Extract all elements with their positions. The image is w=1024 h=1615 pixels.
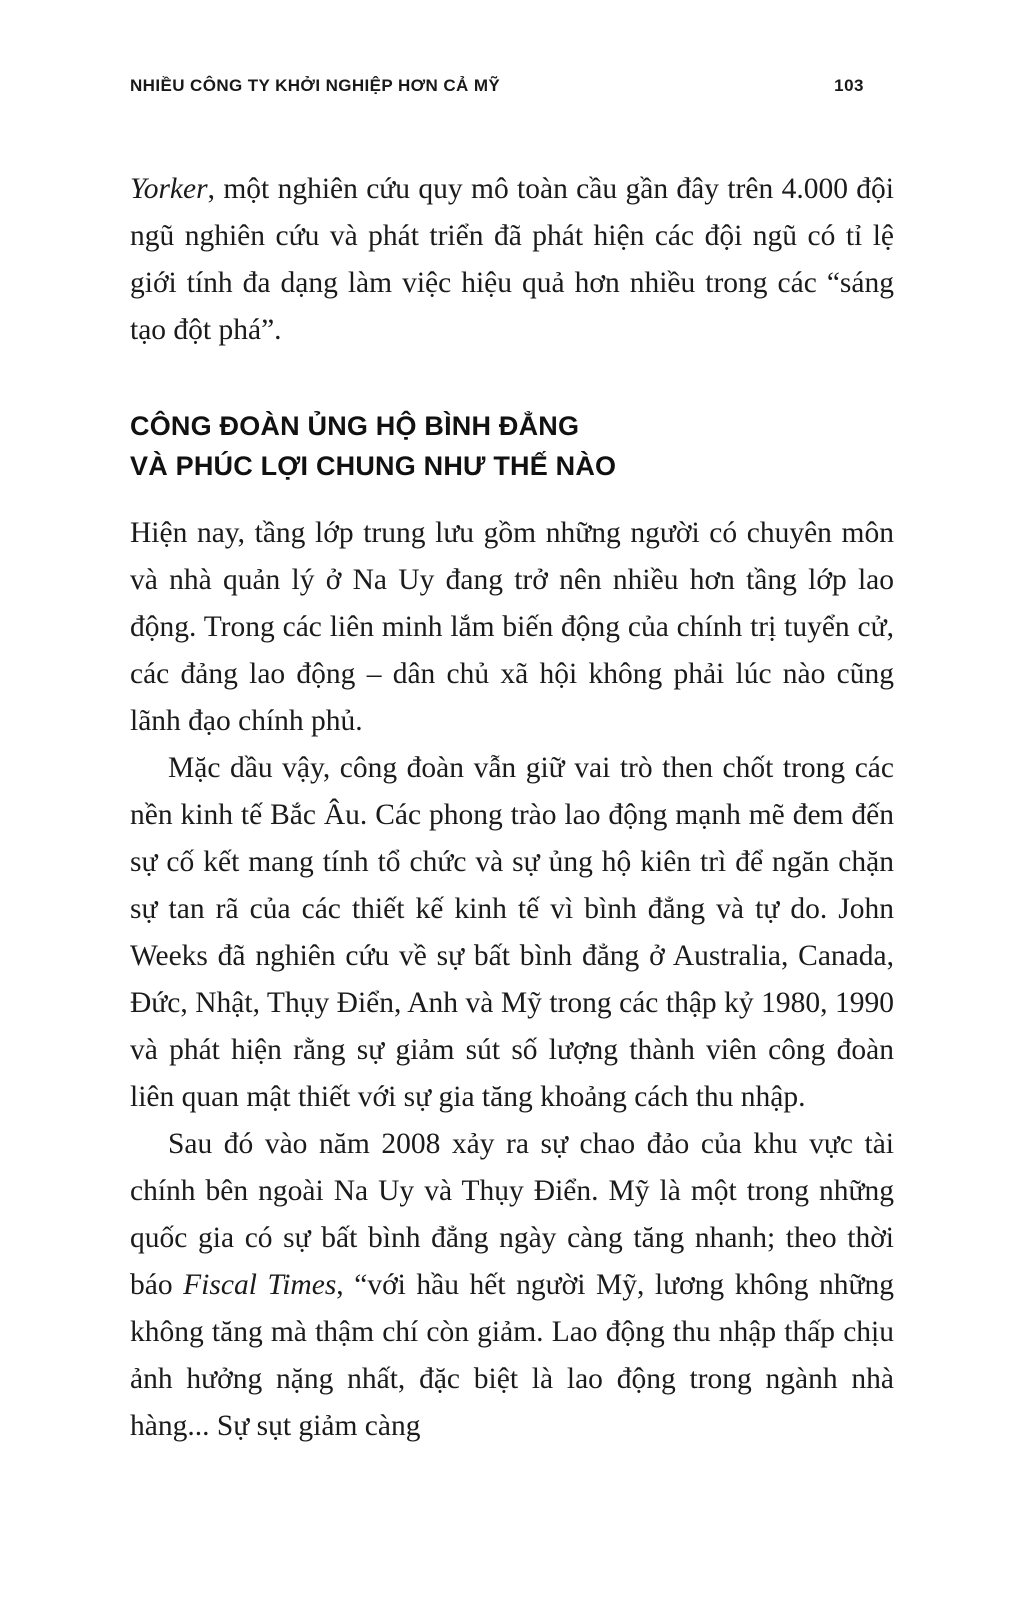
paragraph (130, 1121, 894, 1450)
paragraph (130, 510, 894, 745)
page-number: 103 (834, 76, 864, 95)
text-run: , một nghiên cứu quy mô toàn cầu gần đây trên 4.000 đội ngũ nghiên cứu và phát triển đã phát hiện các đội ngũ có tỉ lệ giới tính đa dạng làm việc hiệu quả hơn nhiều trong các “sáng tạo đột phá”. (130, 173, 894, 346)
paragraph (130, 745, 894, 1121)
paragraph (130, 166, 894, 354)
running-title: NHIỀU CÔNG TY KHỞI NGHIỆP HƠN CẢ MỸ (130, 76, 501, 95)
italic-run: Fiscal Times (183, 1269, 337, 1301)
text-run: Mặc dầu vậy, công đoàn vẫn giữ vai trò then chốt trong các nền kinh tế Bắc Âu. Các phong trào lao động mạnh mẽ đem đến sự cố kết mang tính tổ chức và sự ủng hộ kiên trì để ngăn chặn sự tan rã của các thiết kế kinh tế vì bình đẳng và tự do. John Weeks đã nghiên cứu về sự bất bình đẳng ở Australia, Canada, Đức, Nhật, Thụy Điển, Anh và Mỹ trong các thập kỷ 1980, 1990 và phát hiện rằng sự giảm sút số lượng thành viên công đoàn liên quan mật thiết với sự gia tăng khoảng cách thu nhập. (130, 752, 894, 1113)
page-body (130, 166, 894, 1450)
section-heading-line: CÔNG ĐOÀN ỦNG HỘ BÌNH ĐẲNG (130, 411, 580, 441)
text-run: Sau đó vào năm 2008 xảy ra sự chao đảo của khu vực tài chính bên ngoài Na Uy và Thụy Điển. Mỹ là một trong những quốc gia có sự bất bình đẳng ngày càng tăng nhanh; theo thời báo (130, 1128, 894, 1301)
page-header (130, 76, 894, 96)
italic-run: Yorker (130, 173, 208, 205)
section-heading (130, 406, 894, 486)
text-run: , “với hầu hết người Mỹ, lương không những không tăng mà thậm chí còn giảm. Lao động thu nhập thấp chịu ảnh hưởng nặng nhất, đặc biệt là lao động trong ngành nhà hàng... Sự sụt giảm càng (130, 1269, 895, 1442)
text-run: Hiện nay, tầng lớp trung lưu gồm những người có chuyên môn và nhà quản lý ở Na Uy đang trở nên nhiều hơn tầng lớp lao động. Trong các liên minh lắm biến động của chính trị tuyển cử, các đảng lao động – dân chủ xã hội không phải lúc nào cũng lãnh đạo chính phủ. (130, 517, 894, 737)
section-heading-line: VÀ PHÚC LỢI CHUNG NHƯ THẾ NÀO (130, 451, 617, 481)
